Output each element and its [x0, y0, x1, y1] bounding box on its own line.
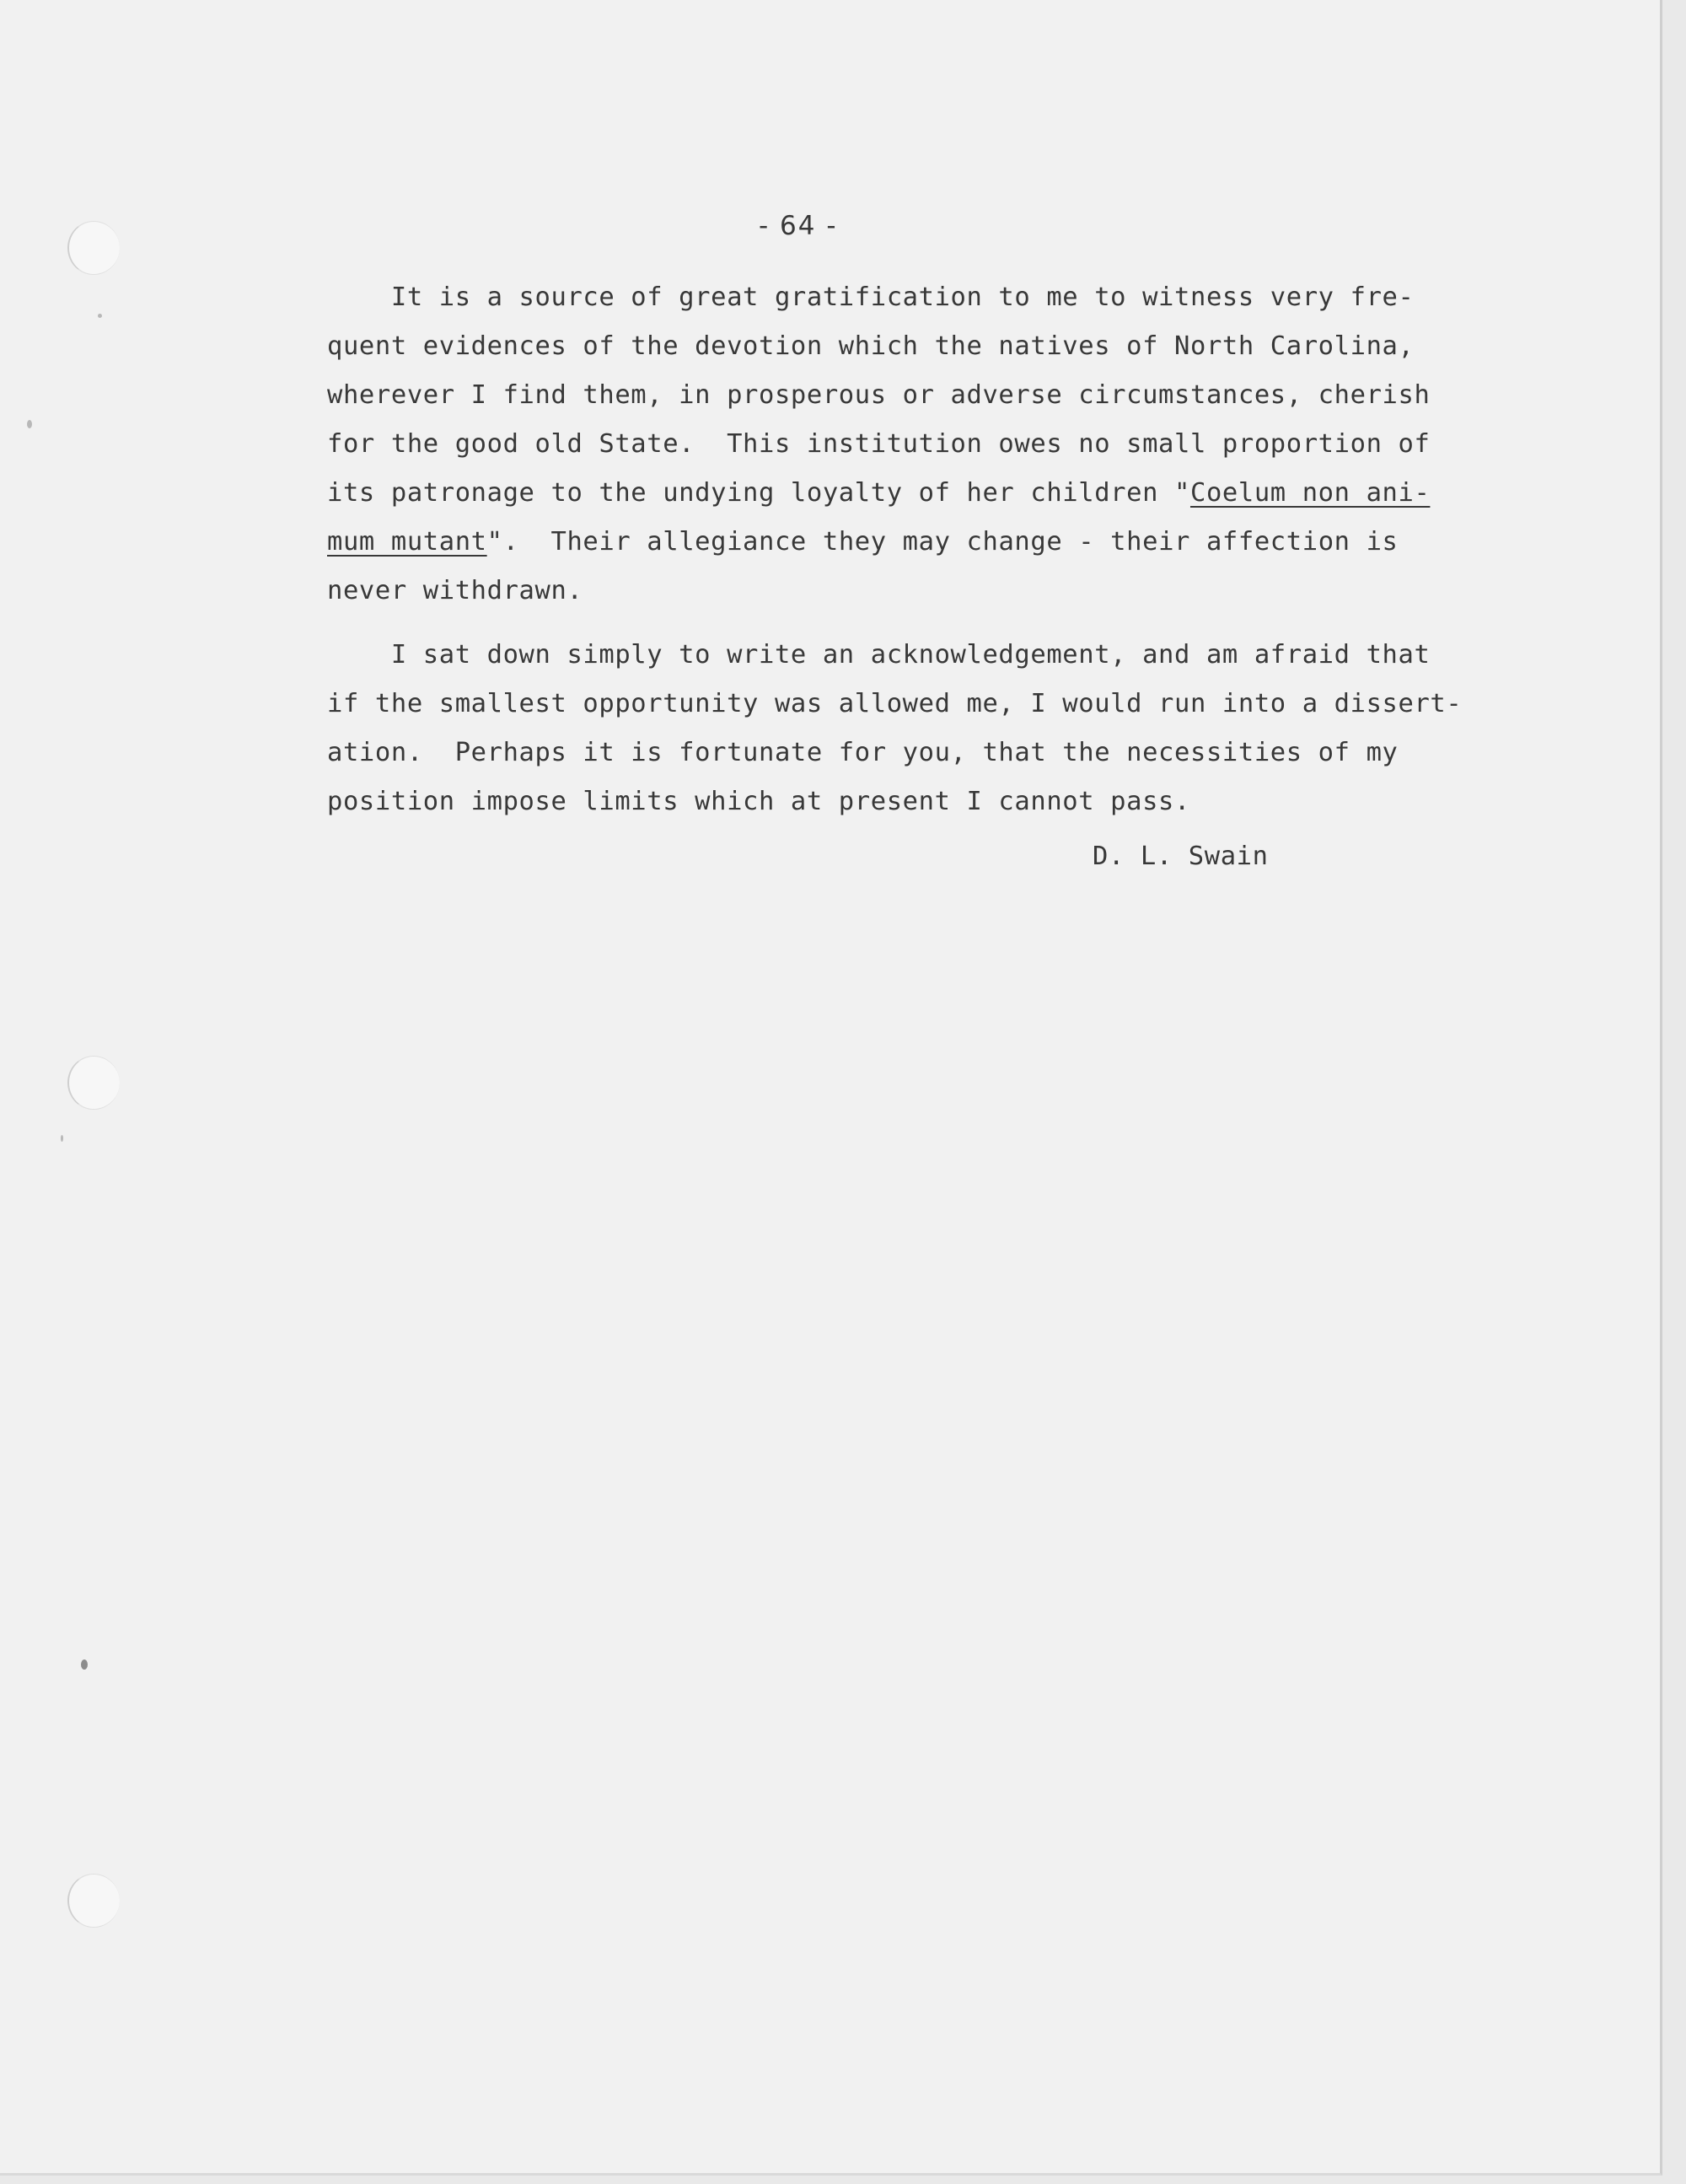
punch-hole-top	[67, 221, 120, 275]
line-5-text: its patronage to the undying loyalty of her children "	[327, 478, 1190, 508]
paragraph-1-line-2: quent evidences of the devotion which the natives of North Carolina,	[327, 331, 1415, 361]
signature: D. L. Swain	[1093, 842, 1269, 871]
paragraph-1-line-5	[327, 469, 1430, 518]
scan-speck	[61, 1135, 63, 1142]
paragraph-2-line-4: position impose limits which at present I cannot pass.	[327, 787, 1190, 816]
scan-speck	[27, 420, 32, 428]
paragraph-2-line-1: I sat down simply to write an acknowledgement, and am afraid that	[327, 640, 1431, 670]
page-number: - 64 -	[759, 211, 838, 241]
scan-speck	[98, 314, 102, 318]
latin-phrase-part-2: mum mutant	[327, 527, 487, 557]
punch-hole-middle	[67, 1056, 120, 1110]
latin-phrase-part-1: Coelum non ani-	[1189, 478, 1431, 508]
paragraph-1-line-4: for the good old State. This institution owes no small proportion of	[327, 429, 1431, 459]
punch-hole-bottom	[67, 1874, 120, 1928]
paragraph-1-line-6	[327, 518, 1399, 567]
paragraph-2-line-3: ation. Perhaps it is fortunate for you, that the necessities of my	[327, 738, 1399, 767]
scan-speck	[81, 1660, 88, 1670]
paragraph-1-line-7: never withdrawn.	[327, 576, 583, 605]
line-6-text: ". Their allegiance they may change - their affection is	[486, 527, 1399, 557]
paragraph-1-line-1: It is a source of great gratification to me to witness very fre-	[327, 282, 1415, 312]
paragraph-2-line-2: if the smallest opportunity was allowed me, I would run into a dissert-	[327, 689, 1463, 718]
paragraph-1-line-3: wherever I find them, in prosperous or adverse circumstances, cherish	[327, 380, 1431, 410]
